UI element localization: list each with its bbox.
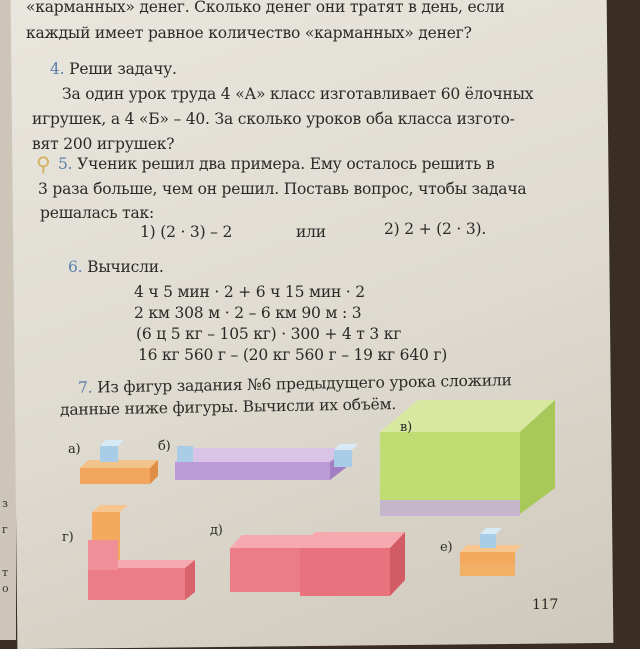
figure-label-v: в) [400, 420, 412, 435]
figure-label-g: г) [62, 530, 74, 545]
text-line: «карманных» денег. Сколько денег они тратят в день, если [26, 0, 505, 16]
hint-icon: ⚲ [36, 152, 51, 176]
text: или [296, 223, 326, 241]
task6-heading: 6. Вычисли. [68, 258, 164, 276]
expression: 2 км 308 м · 2 – 6 км 90 м : 3 [134, 304, 362, 322]
fragment: г [2, 523, 8, 536]
expression: 16 кг 560 г – (20 кг 560 г – 19 кг 640 г) [138, 346, 448, 364]
text-line: игрушек, а 4 «Б» – 40. За сколько уроков оба класса изгото- [32, 110, 515, 128]
expression: (6 ц 5 кг – 105 кг) · 300 + 4 т 3 кг [136, 325, 402, 343]
fragment: о [2, 582, 9, 595]
expression: 2) 2 + (2 · 3). [384, 220, 487, 238]
figure-d [230, 532, 405, 596]
task5-line: 5. Ученик решил два примера. Ему осталось решить в [58, 155, 495, 173]
figure-label-d: д) [210, 523, 223, 538]
figure-b [175, 444, 358, 480]
figure-v [380, 400, 555, 516]
expression: 4 ч 5 мин · 2 + 6 ч 15 мин · 2 [134, 283, 365, 301]
figure-g [88, 505, 195, 600]
page-number: 117 [532, 597, 559, 613]
figure-label-b: б) [158, 439, 171, 454]
task7-line: 7. Из фигур задания №6 предыдущего урока сложили [77, 371, 512, 397]
text-line: данные ниже фигуры. Вычисли их объём. [59, 395, 397, 419]
task4-heading: 4. Реши задачу. [50, 60, 177, 78]
text-line: каждый имеет равное количество «карманных» денег? [26, 24, 472, 42]
expression: 1) (2 · 3) – 2 [140, 223, 233, 241]
figure-a [80, 440, 158, 484]
figure-label-a: а) [68, 442, 81, 457]
figure-e [460, 528, 522, 576]
fragment: т [2, 566, 9, 579]
figure-label-e: е) [440, 540, 453, 555]
text-line: решалась так: [40, 204, 155, 222]
text-line: За один урок труда 4 «А» класс изготавливает 60 ёлочных [62, 85, 534, 103]
text-line: 3 раза больше, чем он решил. Поставь вопрос, чтобы задача [38, 180, 527, 198]
fragment: з [2, 497, 8, 510]
text-line: вят 200 игрушек? [32, 135, 175, 153]
